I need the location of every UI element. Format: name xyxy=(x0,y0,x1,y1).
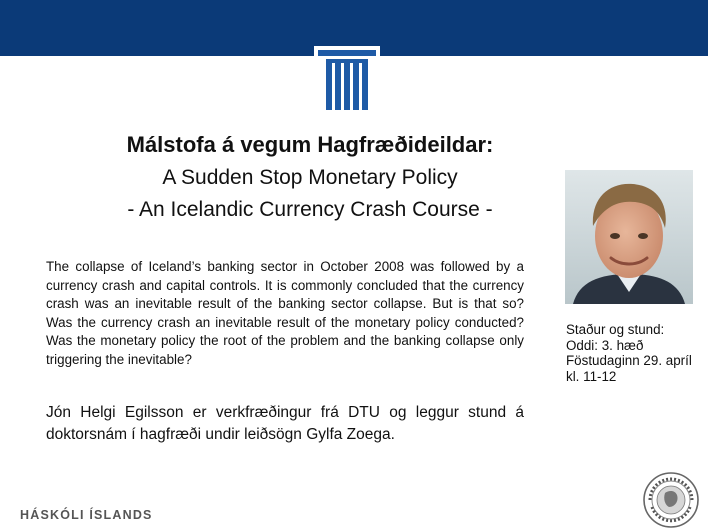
event-time: kl. 11-12 xyxy=(566,368,617,384)
talk-title: A Sudden Stop Monetary Policy xyxy=(162,166,458,189)
speaker-portrait-icon xyxy=(565,170,693,304)
seminar-heading: Málstofa á vegum Hagfræðideildar: xyxy=(126,132,494,157)
event-info-heading: Staður og stund: xyxy=(566,322,665,337)
event-date: Föstudaginn 29. apríl xyxy=(566,353,692,368)
university-name: HÁSKÓLI ÍSLANDS xyxy=(20,508,153,522)
event-location: Oddi: 3. hæð xyxy=(566,337,644,353)
talk-subtitle: - An Icelandic Currency Crash Course - xyxy=(127,198,493,221)
university-seal-icon xyxy=(641,471,701,529)
title-block xyxy=(40,130,580,226)
abstract-text: The collapse of Iceland’s banking sector in October 2008 was followed by a currency crash and capital controls. It is commonly concluded that the currency crash was an inevitable result of the banking sector collapse. But is that so? Was the currency crash an inevitable result of the monetary policy conducted? Was the monetary policy the root of the problem and the banking collapse only triggering the inevitable? xyxy=(46,259,524,367)
university-logo-icon xyxy=(314,46,380,110)
speaker-photo xyxy=(565,170,693,304)
speaker-bio: Jón Helgi Egilsson er verkfræðingur frá DTU og leggur stund á doktorsnám í hagfræði undir leiðsögn Gylfa Zoega. xyxy=(46,404,524,443)
event-info xyxy=(566,322,706,384)
